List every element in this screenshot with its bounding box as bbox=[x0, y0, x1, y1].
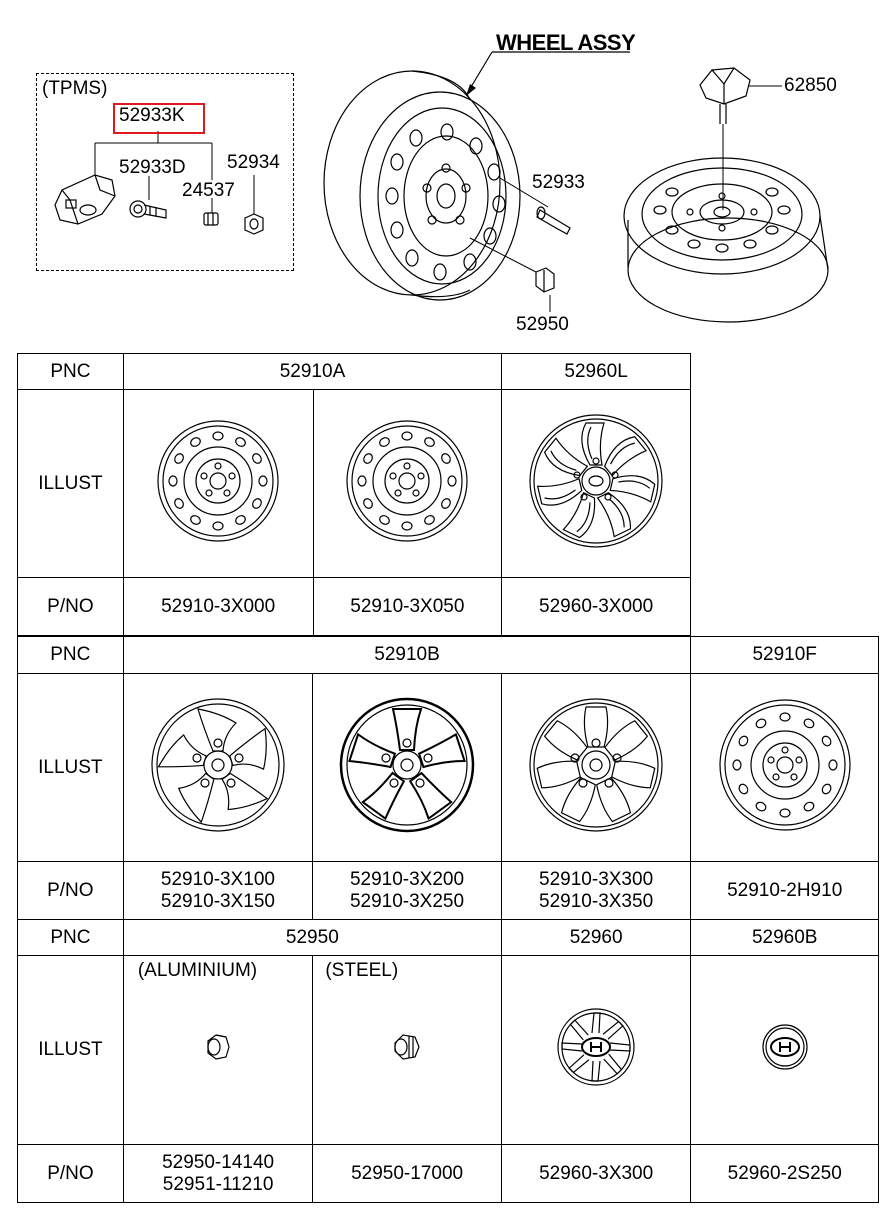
pnc-header: PNC bbox=[18, 920, 124, 956]
part-number[interactable]: 52960-3X300 bbox=[501, 1145, 691, 1203]
parts-table-3 bbox=[17, 919, 879, 1203]
note-aluminium: (ALUMINIUM) bbox=[137, 960, 258, 981]
valve-icon bbox=[537, 207, 570, 234]
parts-table-2 bbox=[17, 636, 879, 920]
part-number[interactable]: 52960-3X000 bbox=[502, 578, 691, 636]
illust-header: ILLUST bbox=[18, 674, 124, 862]
part-52933-label[interactable]: 52933 bbox=[532, 172, 585, 193]
part-number[interactable]: 52910-3X050 bbox=[313, 578, 502, 636]
illust-cell[interactable] bbox=[691, 956, 879, 1145]
steel-wheel-icon bbox=[342, 416, 472, 546]
pno-header: P/NO bbox=[18, 1145, 124, 1203]
part-52933k-label[interactable]: 52933K bbox=[119, 105, 185, 126]
pnc-cell[interactable]: 52950 bbox=[123, 920, 501, 956]
emblem-icon bbox=[755, 1017, 815, 1077]
lug-nut-icon bbox=[198, 1027, 238, 1067]
illust-cell[interactable] bbox=[691, 674, 879, 862]
illust-cell[interactable] bbox=[123, 956, 313, 1145]
pnc-cell[interactable]: 52910F bbox=[691, 637, 879, 674]
part-52934-label[interactable]: 52934 bbox=[227, 152, 280, 173]
part-number[interactable]: 52910-2H910 bbox=[691, 862, 879, 920]
pnc-header: PNC bbox=[18, 354, 124, 390]
part-number[interactable]: 52910-3X250 bbox=[349, 890, 465, 912]
illust-header: ILLUST bbox=[18, 956, 124, 1145]
spare-wheel-icon bbox=[624, 158, 828, 322]
pno-header: P/NO bbox=[18, 862, 124, 920]
spare-bolt-icon bbox=[700, 68, 750, 124]
part-number-cell[interactable] bbox=[123, 1145, 313, 1203]
lug-nut-icon bbox=[536, 268, 554, 292]
alloy-wheel-icon bbox=[148, 695, 288, 835]
illust-cell[interactable] bbox=[313, 956, 502, 1145]
pnc-cell[interactable]: 52910A bbox=[123, 354, 501, 390]
part-number[interactable]: 52951-11210 bbox=[162, 1173, 274, 1195]
illust-cell[interactable] bbox=[123, 674, 313, 862]
wheel-assy-title: WHEEL ASSY bbox=[496, 30, 636, 55]
part-52933d-label[interactable]: 52933D bbox=[119, 157, 186, 178]
illust-header: ILLUST bbox=[18, 390, 124, 578]
part-number[interactable]: 52910-3X150 bbox=[160, 890, 275, 912]
alloy-wheel-icon bbox=[337, 695, 477, 835]
part-number[interactable]: 52910-3X000 bbox=[123, 578, 313, 636]
part-number[interactable]: 52910-3X350 bbox=[539, 890, 654, 912]
main-wheel-icon bbox=[324, 71, 520, 300]
steel-wheel-icon bbox=[153, 416, 283, 546]
part-number-cell[interactable] bbox=[123, 862, 313, 920]
pnc-cell[interactable]: 52910B bbox=[123, 637, 691, 674]
pnc-cell[interactable]: 52960 bbox=[501, 920, 691, 956]
part-number-cell[interactable] bbox=[501, 862, 691, 920]
alloy-wheel-icon bbox=[526, 695, 666, 835]
illust-cell[interactable] bbox=[313, 390, 502, 578]
pnc-header: PNC bbox=[18, 637, 124, 674]
part-number[interactable]: 52950-14140 bbox=[162, 1151, 275, 1173]
part-24537-label[interactable]: 24537 bbox=[182, 180, 235, 201]
parts-table-1 bbox=[17, 353, 691, 636]
part-number[interactable]: 52910-3X200 bbox=[349, 868, 465, 890]
illust-cell[interactable] bbox=[313, 674, 502, 862]
pnc-cell[interactable]: 52960B bbox=[691, 920, 879, 956]
part-number[interactable]: 52960-2S250 bbox=[691, 1145, 879, 1203]
part-number[interactable]: 52910-3X300 bbox=[539, 868, 654, 890]
hub-cap-icon bbox=[551, 1002, 641, 1092]
part-62850-label[interactable]: 62850 bbox=[784, 75, 837, 96]
pno-header: P/NO bbox=[18, 578, 124, 636]
part-number[interactable]: 52910-3X100 bbox=[160, 868, 275, 890]
part-number[interactable]: 52950-17000 bbox=[313, 1145, 502, 1203]
illust-cell[interactable] bbox=[123, 390, 313, 578]
illust-cell[interactable] bbox=[501, 674, 691, 862]
illust-cell[interactable] bbox=[502, 390, 691, 578]
part-52950-label[interactable]: 52950 bbox=[516, 314, 569, 335]
illust-cell[interactable] bbox=[501, 956, 691, 1145]
steel-wheel-icon bbox=[715, 695, 855, 835]
wheel-cover-icon bbox=[526, 411, 666, 551]
pnc-cell[interactable]: 52960L bbox=[502, 354, 691, 390]
lug-nut-icon bbox=[387, 1027, 427, 1067]
note-steel: (STEEL) bbox=[325, 960, 399, 981]
part-number-cell[interactable] bbox=[313, 862, 502, 920]
tpms-label: (TPMS) bbox=[42, 78, 108, 99]
